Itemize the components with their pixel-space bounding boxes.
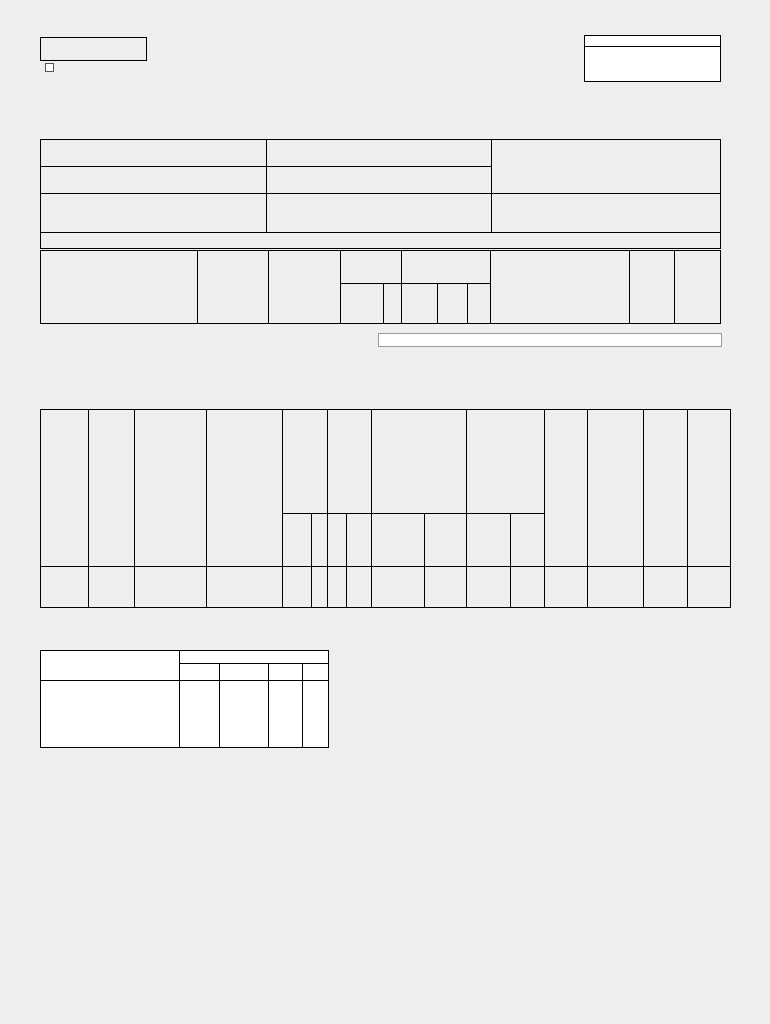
no-longer-subject-checkbox[interactable] [45,63,54,72]
omb-approval-box [584,35,721,82]
notice-box [378,333,722,347]
table2 [40,409,731,608]
owners-table [40,650,329,748]
table1 [40,250,721,324]
form-title-box [40,37,147,61]
